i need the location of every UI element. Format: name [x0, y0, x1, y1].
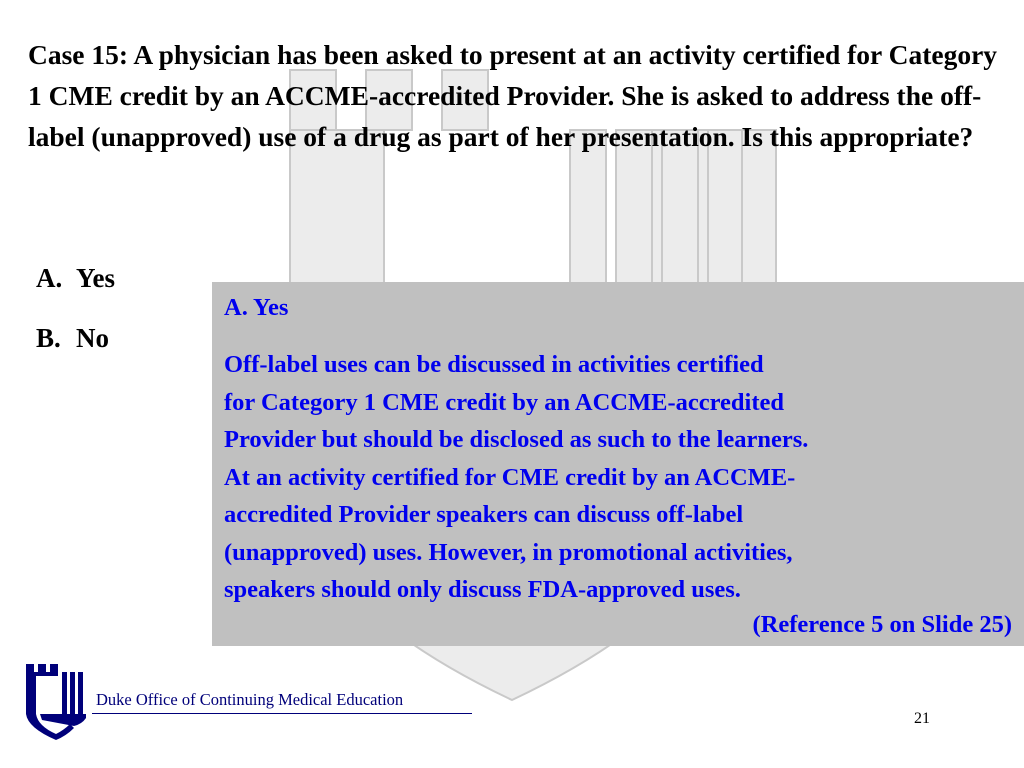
choice-a-text: Yes	[76, 263, 115, 293]
explanation-line: accredited Provider speakers can discuss off-label	[224, 501, 744, 528]
reference-note: (Reference 5 on Slide 25)	[752, 611, 1012, 638]
explanation-line: for Category 1 CME credit by an ACCME-accredited	[224, 388, 784, 416]
answer-label: A. Yes	[224, 294, 289, 321]
choice-b-letter: B.	[36, 323, 61, 353]
answer-box	[212, 282, 1024, 646]
choice-b	[36, 308, 115, 368]
explanation-line: speakers should only discuss FDA-approved uses.	[224, 576, 741, 603]
explanation-line: At an activity certified for CME credit by an ACCME-	[224, 463, 796, 491]
duke-logo-icon	[24, 662, 88, 740]
footer-divider	[92, 713, 472, 714]
organization-name: Duke Office of Continuing Medical Education	[96, 690, 404, 709]
choice-a-letter: A.	[36, 263, 63, 293]
answer-explanation	[224, 346, 1014, 609]
explanation-line: Provider but should be disclosed as such to the learners.	[224, 426, 809, 453]
slide-number: 21	[914, 710, 930, 727]
choice-a	[36, 248, 115, 308]
explanation-line: Off-label uses can be discussed in activities certified	[224, 351, 764, 378]
answer-choices	[36, 248, 115, 368]
choice-b-text: No	[76, 323, 109, 353]
question-text: Case 15: A physician has been asked to present at an activity certified for Category 1 CME credit by an ACCME-accredited Provider. She is asked to address the off-label (unapproved) use of a drug as part of her presentation. Is this appropriate?	[28, 39, 998, 152]
explanation-line: (unapproved) uses. However, in promotional activities,	[224, 538, 793, 566]
